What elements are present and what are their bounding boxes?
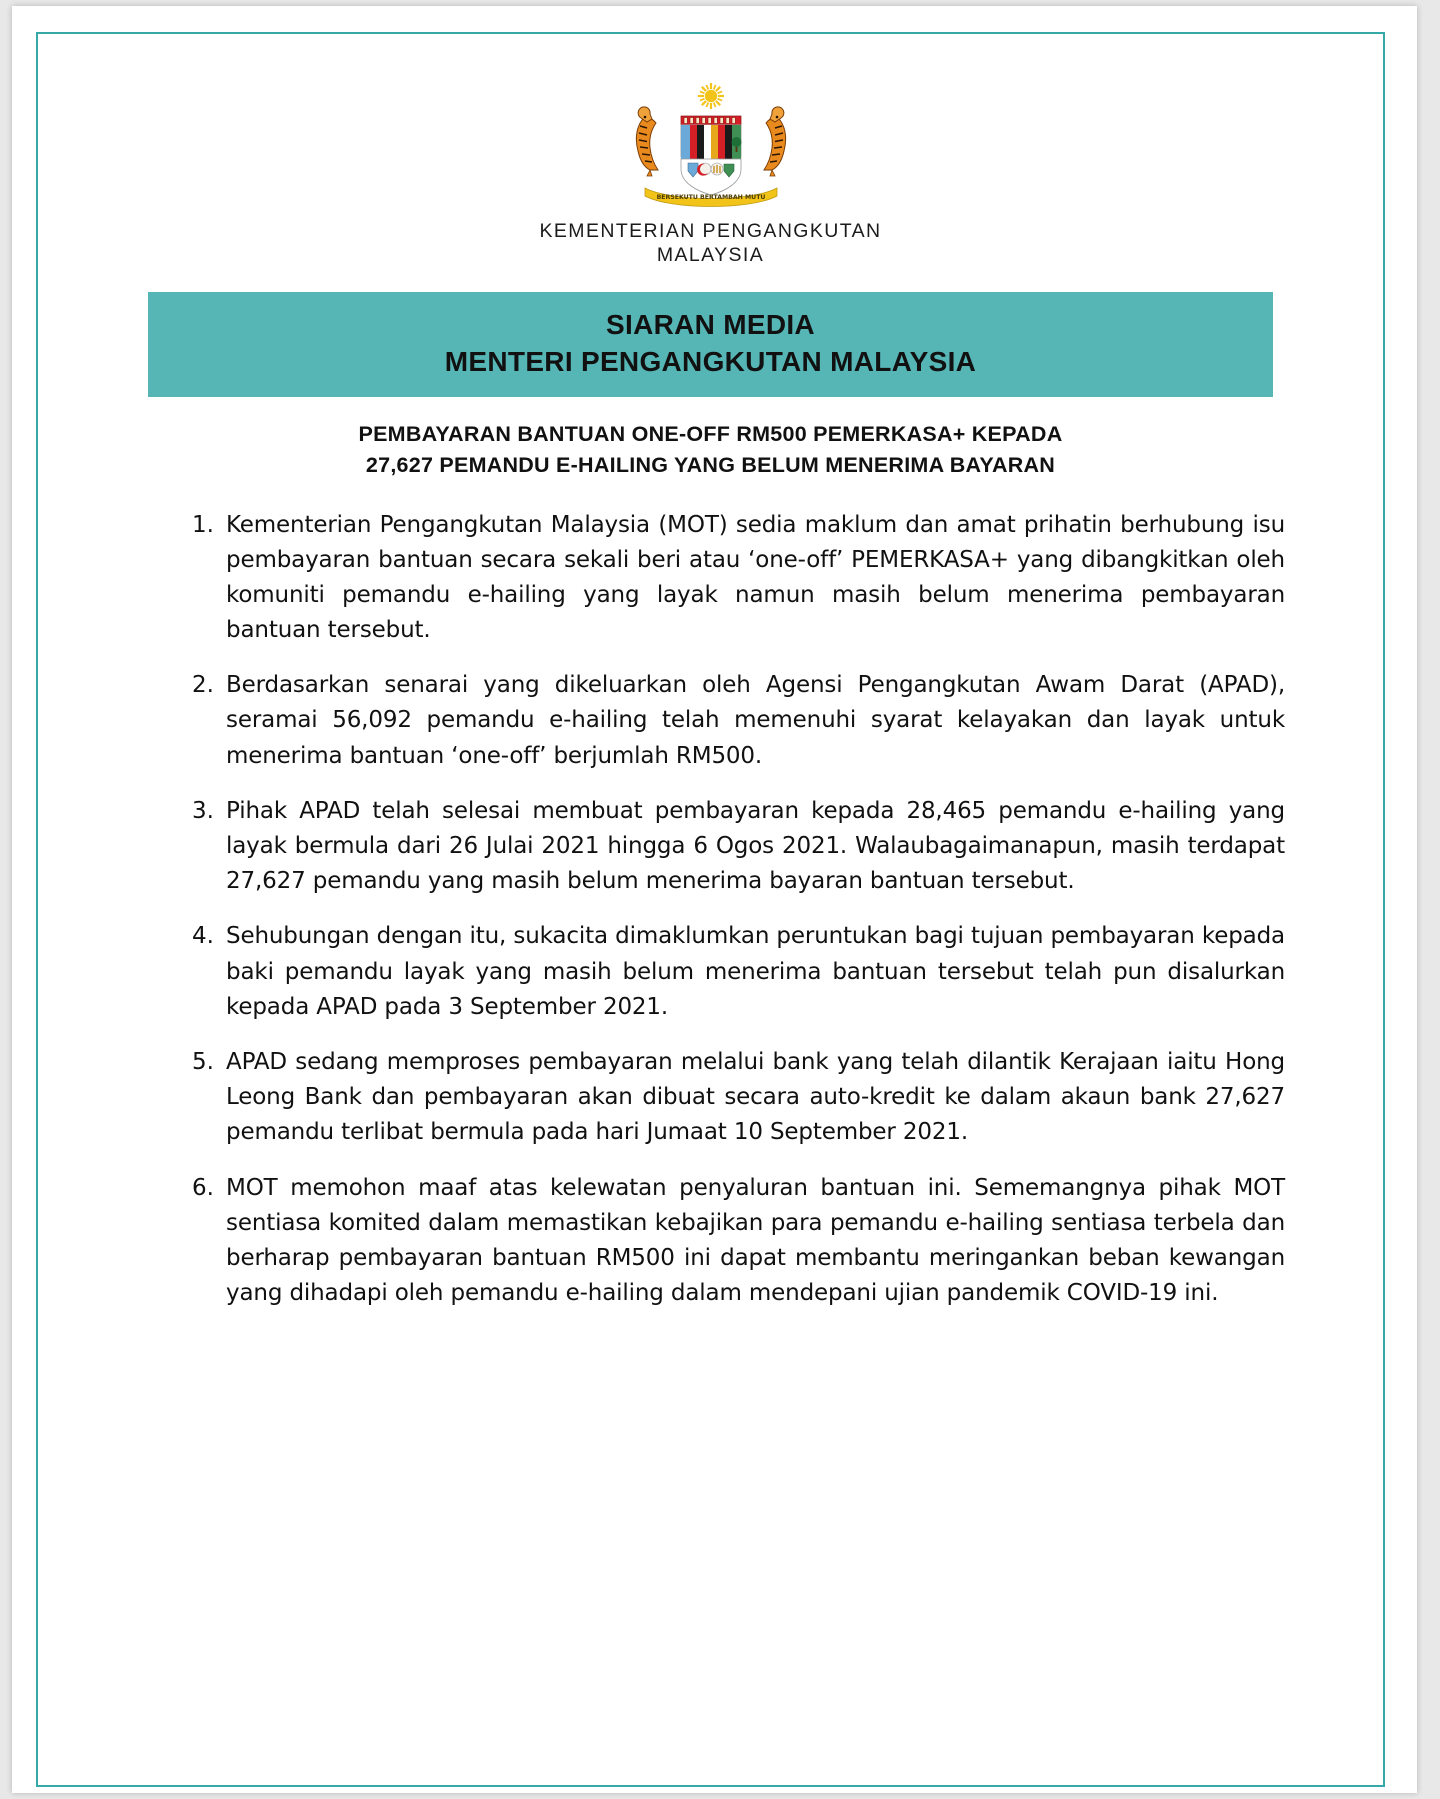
document-headline [186,419,1235,481]
list-item [188,668,1285,774]
paragraph-text: Sehubungan dengan itu, sukacita dimaklumkan peruntukan bagi tujuan pembayaran kepada baki pemandu layak yang masih belum menerima bantuan tersebut telah pun disalurkan kepada APAD pada 3 September 2021. [226,923,1285,1020]
list-item [188,1045,1285,1151]
banner-title-line2: MENTERI PENGANGKUTAN MALAYSIA [444,346,977,378]
paragraph-text: APAD sedang memproses pembayaran melalui bank yang telah dilantik Kerajaan iaitu Hong Leong Bank dan pembayaran akan dibuat secara auto-kredit ke dalam akaun bank 27,627 pemandu terlibat bermula pada hari Jumaat 10 September 2021. [226,1048,1285,1146]
paragraph-number: 6. [192,1174,214,1201]
list-item [188,1171,1285,1312]
list-item [188,919,1285,1025]
paragraph-text: Pihak APAD telah selesai membuat pembayaran kepada 28,465 pemandu e-hailing yang layak bermula dari 26 Julai 2021 hingga 6 Ogos 2021. Walaubagaimanapun, masih terdapat 27,627 pemandu yang masih belum menerima bayaran bantuan tersebut. [226,797,1285,895]
paragraph-text: MOT memohon maaf atas kelewatan penyaluran bantuan ini. Sememangnya pihak MOT sentiasa komited dalam memastikan kebajikan para pemandu e-hailing sentiasa terbela dan berharap pembayaran bantuan RM500 ini dapat membantu meringankan beban kewangan yang dihadapi oleh pemandu e-hailing dalam mendepani ujian pandemik COVID-19 ini. [226,1174,1285,1307]
paragraph-number: 3. [192,797,214,824]
banner-title-line1: SIARAN MEDIA [606,308,815,340]
paragraph-text: Berdasarkan senarai yang dikeluarkan oleh Agensi Pengangkutan Awam Darat (APAD), seramai 56,092 pemandu e-hailing telah memenuhi syarat kelayakan dan layak untuk menerima bantuan ‘one-off’ berjumlah RM500. [226,672,1285,769]
document-page [12,6,1417,1793]
numbered-paragraph-list [188,508,1285,1312]
paragraph-number: 5. [192,1048,214,1075]
ministry-name-line2: MALAYSIA [656,243,765,266]
headline-line1: PEMBAYARAN BANTUAN ONE-OFF RM500 PEMERKASA+ KEPADA [358,422,1063,447]
press-release-banner [148,292,1273,398]
motto-text: BERSEKUTU BERTAMBAH MUTU [656,194,765,201]
paragraph-number: 4. [192,923,214,950]
document-content [36,32,1385,1331]
list-item [188,508,1285,649]
paragraph-number: 1. [192,511,214,538]
paragraph-text: Kementerian Pengangkutan Malaysia (MOT) sedia maklum dan amat prihatin berhubung isu pembayaran bantuan secara sekali beri atau ‘one-off’ PEMERKASA+ yang dibangkitkan oleh komuniti pemandu e-hailing yang layak namun masih belum menerima pembayaran bantuan tersebut. [226,511,1285,644]
headline-line2: 27,627 PEMANDU E-HAILING YANG BELUM MENERIMA BAYARAN [365,453,1056,478]
list-item [188,794,1285,900]
malaysia-coat-of-arms-icon [616,80,806,208]
letterhead [36,32,1385,268]
paragraph-number: 2. [192,672,214,699]
ministry-name-line1: KEMENTERIAN PENGANGKUTAN [539,220,882,242]
ministry-name [36,220,1385,268]
